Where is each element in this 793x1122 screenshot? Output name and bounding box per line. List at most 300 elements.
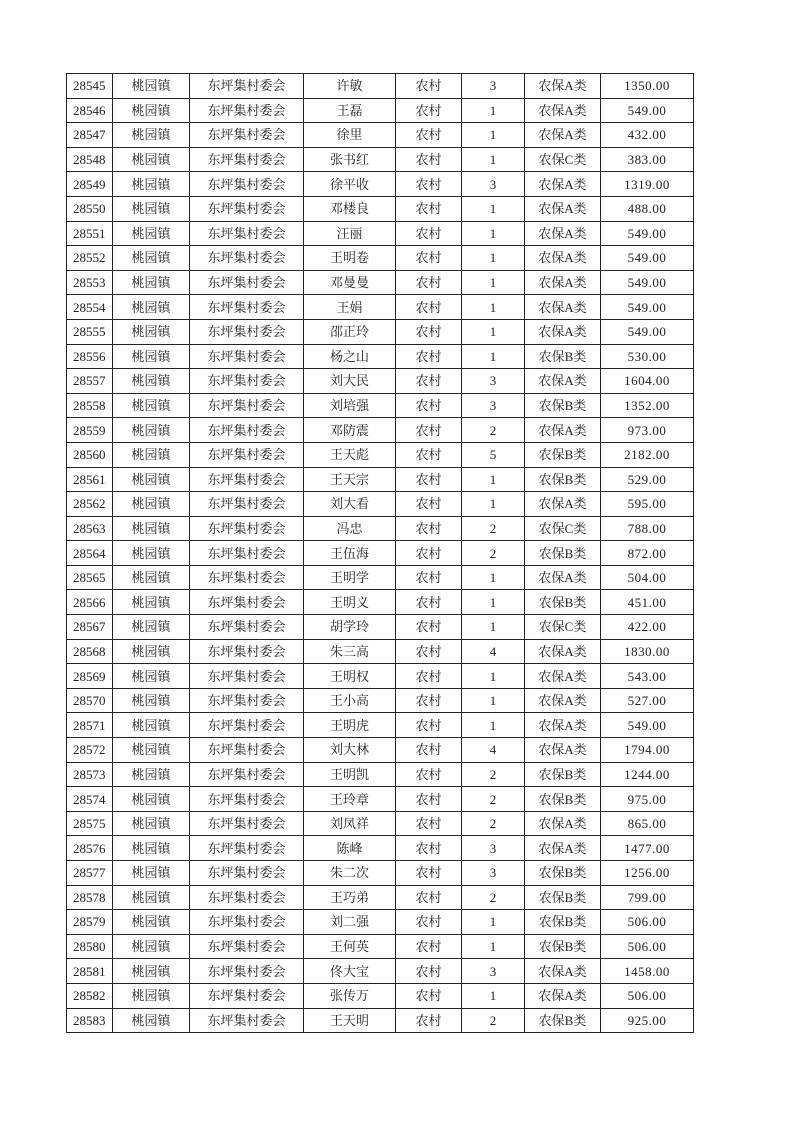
person-name-cell: 王小高 [304, 688, 396, 713]
town-cell: 桃园镇 [113, 344, 190, 369]
amount-cell: 504.00 [601, 565, 694, 590]
family-size-cell: 1 [462, 196, 525, 221]
table-row [67, 639, 694, 664]
town-cell: 桃园镇 [113, 910, 190, 935]
family-size-cell: 4 [462, 639, 525, 664]
village-committee-cell: 东坪集村委会 [190, 147, 304, 172]
amount-cell: 1604.00 [601, 369, 694, 394]
amount-cell: 1830.00 [601, 639, 694, 664]
town-cell: 桃园镇 [113, 319, 190, 344]
town-cell: 桃园镇 [113, 836, 190, 861]
table-row [67, 590, 694, 615]
town-cell: 桃园镇 [113, 123, 190, 148]
record-id-cell: 28560 [67, 442, 113, 467]
amount-cell: 549.00 [601, 713, 694, 738]
family-size-cell: 2 [462, 787, 525, 812]
household-type-cell: 农村 [396, 885, 462, 910]
record-id-cell: 28552 [67, 246, 113, 271]
record-id-cell: 28582 [67, 983, 113, 1008]
amount-cell: 975.00 [601, 787, 694, 812]
town-cell: 桃园镇 [113, 369, 190, 394]
family-size-cell: 2 [462, 541, 525, 566]
insurance-category-cell: 农保A类 [525, 246, 601, 271]
amount-cell: 549.00 [601, 221, 694, 246]
household-type-cell: 农村 [396, 369, 462, 394]
insurance-category-cell: 农保A类 [525, 738, 601, 763]
record-id-cell: 28551 [67, 221, 113, 246]
amount-cell: 973.00 [601, 418, 694, 443]
benefit-table [66, 73, 694, 1033]
village-committee-cell: 东坪集村委会 [190, 688, 304, 713]
family-size-cell: 3 [462, 959, 525, 984]
household-type-cell: 农村 [396, 664, 462, 689]
insurance-category-cell: 农保B类 [525, 590, 601, 615]
family-size-cell: 1 [462, 98, 525, 123]
person-name-cell: 刘大看 [304, 492, 396, 517]
record-id-cell: 28573 [67, 762, 113, 787]
table-row [67, 713, 694, 738]
amount-cell: 549.00 [601, 319, 694, 344]
record-id-cell: 28557 [67, 369, 113, 394]
record-id-cell: 28547 [67, 123, 113, 148]
town-cell: 桃园镇 [113, 959, 190, 984]
person-name-cell: 刘二强 [304, 910, 396, 935]
table-row [67, 762, 694, 787]
amount-cell: 1352.00 [601, 393, 694, 418]
table-row [67, 492, 694, 517]
table-row [67, 246, 694, 271]
person-name-cell: 张书红 [304, 147, 396, 172]
record-id-cell: 28583 [67, 1008, 113, 1033]
family-size-cell: 1 [462, 344, 525, 369]
village-committee-cell: 东坪集村委会 [190, 393, 304, 418]
table-row [67, 615, 694, 640]
town-cell: 桃园镇 [113, 74, 190, 99]
person-name-cell: 王伍海 [304, 541, 396, 566]
village-committee-cell: 东坪集村委会 [190, 74, 304, 99]
family-size-cell: 1 [462, 123, 525, 148]
village-committee-cell: 东坪集村委会 [190, 221, 304, 246]
town-cell: 桃园镇 [113, 861, 190, 886]
person-name-cell: 王明权 [304, 664, 396, 689]
town-cell: 桃园镇 [113, 1008, 190, 1033]
record-id-cell: 28549 [67, 172, 113, 197]
family-size-cell: 1 [462, 147, 525, 172]
amount-cell: 529.00 [601, 467, 694, 492]
person-name-cell: 王明凯 [304, 762, 396, 787]
amount-cell: 1319.00 [601, 172, 694, 197]
household-type-cell: 农村 [396, 861, 462, 886]
family-size-cell: 3 [462, 393, 525, 418]
record-id-cell: 28550 [67, 196, 113, 221]
record-id-cell: 28577 [67, 861, 113, 886]
household-type-cell: 农村 [396, 959, 462, 984]
town-cell: 桃园镇 [113, 393, 190, 418]
village-committee-cell: 东坪集村委会 [190, 516, 304, 541]
table-row [67, 688, 694, 713]
household-type-cell: 农村 [396, 738, 462, 763]
household-type-cell: 农村 [396, 196, 462, 221]
family-size-cell: 3 [462, 836, 525, 861]
village-committee-cell: 东坪集村委会 [190, 196, 304, 221]
insurance-category-cell: 农保A类 [525, 713, 601, 738]
family-size-cell: 1 [462, 934, 525, 959]
town-cell: 桃园镇 [113, 246, 190, 271]
household-type-cell: 农村 [396, 246, 462, 271]
record-id-cell: 28580 [67, 934, 113, 959]
record-id-cell: 28575 [67, 811, 113, 836]
amount-cell: 422.00 [601, 615, 694, 640]
household-type-cell: 农村 [396, 221, 462, 246]
record-id-cell: 28569 [67, 664, 113, 689]
village-committee-cell: 东坪集村委会 [190, 934, 304, 959]
amount-cell: 549.00 [601, 270, 694, 295]
insurance-category-cell: 农保B类 [525, 467, 601, 492]
record-id-cell: 28545 [67, 74, 113, 99]
record-id-cell: 28561 [67, 467, 113, 492]
record-id-cell: 28553 [67, 270, 113, 295]
household-type-cell: 农村 [396, 418, 462, 443]
record-id-cell: 28562 [67, 492, 113, 517]
village-committee-cell: 东坪集村委会 [190, 246, 304, 271]
insurance-category-cell: 农保A类 [525, 492, 601, 517]
table-row [67, 836, 694, 861]
village-committee-cell: 东坪集村委会 [190, 836, 304, 861]
household-type-cell: 农村 [396, 98, 462, 123]
table-row [67, 295, 694, 320]
household-type-cell: 农村 [396, 762, 462, 787]
household-type-cell: 农村 [396, 688, 462, 713]
household-type-cell: 农村 [396, 492, 462, 517]
insurance-category-cell: 农保B类 [525, 442, 601, 467]
person-name-cell: 杨之山 [304, 344, 396, 369]
insurance-category-cell: 农保A类 [525, 664, 601, 689]
insurance-category-cell: 农保A类 [525, 172, 601, 197]
insurance-category-cell: 农保A类 [525, 811, 601, 836]
amount-cell: 1794.00 [601, 738, 694, 763]
family-size-cell: 1 [462, 688, 525, 713]
household-type-cell: 农村 [396, 910, 462, 935]
insurance-category-cell: 农保B类 [525, 861, 601, 886]
town-cell: 桃园镇 [113, 713, 190, 738]
insurance-category-cell: 农保B类 [525, 344, 601, 369]
record-id-cell: 28581 [67, 959, 113, 984]
insurance-category-cell: 农保A类 [525, 959, 601, 984]
person-name-cell: 冯忠 [304, 516, 396, 541]
record-id-cell: 28555 [67, 319, 113, 344]
village-committee-cell: 东坪集村委会 [190, 615, 304, 640]
family-size-cell: 2 [462, 516, 525, 541]
person-name-cell: 刘大民 [304, 369, 396, 394]
insurance-category-cell: 农保B类 [525, 541, 601, 566]
insurance-category-cell: 农保A类 [525, 196, 601, 221]
record-id-cell: 28568 [67, 639, 113, 664]
town-cell: 桃园镇 [113, 221, 190, 246]
amount-cell: 1458.00 [601, 959, 694, 984]
record-id-cell: 28567 [67, 615, 113, 640]
amount-cell: 925.00 [601, 1008, 694, 1033]
household-type-cell: 农村 [396, 934, 462, 959]
table-row [67, 885, 694, 910]
village-committee-cell: 东坪集村委会 [190, 541, 304, 566]
town-cell: 桃园镇 [113, 492, 190, 517]
village-committee-cell: 东坪集村委会 [190, 811, 304, 836]
record-id-cell: 28571 [67, 713, 113, 738]
amount-cell: 1256.00 [601, 861, 694, 886]
insurance-category-cell: 农保B类 [525, 787, 601, 812]
person-name-cell: 王明义 [304, 590, 396, 615]
town-cell: 桃园镇 [113, 983, 190, 1008]
person-name-cell: 王明卷 [304, 246, 396, 271]
person-name-cell: 邵正玲 [304, 319, 396, 344]
town-cell: 桃园镇 [113, 787, 190, 812]
table-row [67, 196, 694, 221]
person-name-cell: 王明虎 [304, 713, 396, 738]
household-type-cell: 农村 [396, 344, 462, 369]
table-row [67, 787, 694, 812]
family-size-cell: 1 [462, 713, 525, 738]
insurance-category-cell: 农保A类 [525, 221, 601, 246]
insurance-category-cell: 农保B类 [525, 1008, 601, 1033]
record-id-cell: 28570 [67, 688, 113, 713]
amount-cell: 549.00 [601, 246, 694, 271]
amount-cell: 2182.00 [601, 442, 694, 467]
person-name-cell: 佟大宝 [304, 959, 396, 984]
person-name-cell: 朱三高 [304, 639, 396, 664]
amount-cell: 543.00 [601, 664, 694, 689]
table-row [67, 516, 694, 541]
household-type-cell: 农村 [396, 123, 462, 148]
table-row [67, 983, 694, 1008]
family-size-cell: 3 [462, 74, 525, 99]
person-name-cell: 王娟 [304, 295, 396, 320]
town-cell: 桃园镇 [113, 270, 190, 295]
amount-cell: 788.00 [601, 516, 694, 541]
village-committee-cell: 东坪集村委会 [190, 319, 304, 344]
person-name-cell: 王明学 [304, 565, 396, 590]
record-id-cell: 28576 [67, 836, 113, 861]
insurance-category-cell: 农保A类 [525, 565, 601, 590]
insurance-category-cell: 农保A类 [525, 639, 601, 664]
person-name-cell: 王何英 [304, 934, 396, 959]
record-id-cell: 28579 [67, 910, 113, 935]
person-name-cell: 王天宗 [304, 467, 396, 492]
town-cell: 桃园镇 [113, 565, 190, 590]
village-committee-cell: 东坪集村委会 [190, 861, 304, 886]
amount-cell: 383.00 [601, 147, 694, 172]
person-name-cell: 陈峰 [304, 836, 396, 861]
village-committee-cell: 东坪集村委会 [190, 959, 304, 984]
town-cell: 桃园镇 [113, 516, 190, 541]
town-cell: 桃园镇 [113, 688, 190, 713]
insurance-category-cell: 农保A类 [525, 836, 601, 861]
person-name-cell: 王玲章 [304, 787, 396, 812]
insurance-category-cell: 农保A类 [525, 319, 601, 344]
household-type-cell: 农村 [396, 615, 462, 640]
town-cell: 桃园镇 [113, 467, 190, 492]
amount-cell: 865.00 [601, 811, 694, 836]
person-name-cell: 刘大林 [304, 738, 396, 763]
amount-cell: 799.00 [601, 885, 694, 910]
table-row [67, 74, 694, 99]
table-row [67, 442, 694, 467]
family-size-cell: 2 [462, 418, 525, 443]
table-row [67, 270, 694, 295]
town-cell: 桃园镇 [113, 590, 190, 615]
village-committee-cell: 东坪集村委会 [190, 123, 304, 148]
table-row [67, 344, 694, 369]
insurance-category-cell: 农保B类 [525, 910, 601, 935]
family-size-cell: 1 [462, 492, 525, 517]
insurance-category-cell: 农保A类 [525, 98, 601, 123]
household-type-cell: 农村 [396, 172, 462, 197]
insurance-category-cell: 农保B类 [525, 885, 601, 910]
record-id-cell: 28565 [67, 565, 113, 590]
table-row [67, 172, 694, 197]
village-committee-cell: 东坪集村委会 [190, 344, 304, 369]
person-name-cell: 刘培强 [304, 393, 396, 418]
person-name-cell: 刘凤祥 [304, 811, 396, 836]
family-size-cell: 4 [462, 738, 525, 763]
household-type-cell: 农村 [396, 1008, 462, 1033]
village-committee-cell: 东坪集村委会 [190, 762, 304, 787]
town-cell: 桃园镇 [113, 738, 190, 763]
table-row [67, 369, 694, 394]
village-committee-cell: 东坪集村委会 [190, 565, 304, 590]
insurance-category-cell: 农保A类 [525, 688, 601, 713]
family-size-cell: 1 [462, 565, 525, 590]
village-committee-cell: 东坪集村委会 [190, 885, 304, 910]
household-type-cell: 农村 [396, 467, 462, 492]
village-committee-cell: 东坪集村委会 [190, 983, 304, 1008]
amount-cell: 1350.00 [601, 74, 694, 99]
person-name-cell: 王天彪 [304, 442, 396, 467]
town-cell: 桃园镇 [113, 811, 190, 836]
town-cell: 桃园镇 [113, 762, 190, 787]
household-type-cell: 农村 [396, 811, 462, 836]
amount-cell: 506.00 [601, 934, 694, 959]
table-row [67, 418, 694, 443]
person-name-cell: 张传万 [304, 983, 396, 1008]
family-size-cell: 1 [462, 910, 525, 935]
village-committee-cell: 东坪集村委会 [190, 442, 304, 467]
table-row [67, 98, 694, 123]
table-row [67, 319, 694, 344]
town-cell: 桃园镇 [113, 639, 190, 664]
insurance-category-cell: 农保B类 [525, 934, 601, 959]
amount-cell: 872.00 [601, 541, 694, 566]
family-size-cell: 2 [462, 1008, 525, 1033]
amount-cell: 506.00 [601, 983, 694, 1008]
table-row [67, 934, 694, 959]
person-name-cell: 胡学玲 [304, 615, 396, 640]
amount-cell: 527.00 [601, 688, 694, 713]
town-cell: 桃园镇 [113, 541, 190, 566]
village-committee-cell: 东坪集村委会 [190, 787, 304, 812]
person-name-cell: 王天明 [304, 1008, 396, 1033]
village-committee-cell: 东坪集村委会 [190, 418, 304, 443]
village-committee-cell: 东坪集村委会 [190, 664, 304, 689]
person-name-cell: 朱二次 [304, 861, 396, 886]
person-name-cell: 王巧弟 [304, 885, 396, 910]
record-id-cell: 28558 [67, 393, 113, 418]
town-cell: 桃园镇 [113, 934, 190, 959]
table-body [67, 74, 694, 1033]
record-id-cell: 28559 [67, 418, 113, 443]
village-committee-cell: 东坪集村委会 [190, 590, 304, 615]
insurance-category-cell: 农保B类 [525, 762, 601, 787]
village-committee-cell: 东坪集村委会 [190, 492, 304, 517]
village-committee-cell: 东坪集村委会 [190, 369, 304, 394]
insurance-category-cell: 农保A类 [525, 270, 601, 295]
family-size-cell: 1 [462, 590, 525, 615]
household-type-cell: 农村 [396, 590, 462, 615]
family-size-cell: 3 [462, 861, 525, 886]
table-row [67, 861, 694, 886]
record-id-cell: 28563 [67, 516, 113, 541]
family-size-cell: 1 [462, 319, 525, 344]
table-row [67, 959, 694, 984]
amount-cell: 432.00 [601, 123, 694, 148]
person-name-cell: 汪丽 [304, 221, 396, 246]
amount-cell: 549.00 [601, 98, 694, 123]
record-id-cell: 28554 [67, 295, 113, 320]
household-type-cell: 农村 [396, 787, 462, 812]
insurance-category-cell: 农保C类 [525, 516, 601, 541]
insurance-category-cell: 农保B类 [525, 393, 601, 418]
household-type-cell: 农村 [396, 541, 462, 566]
record-id-cell: 28564 [67, 541, 113, 566]
family-size-cell: 1 [462, 664, 525, 689]
village-committee-cell: 东坪集村委会 [190, 713, 304, 738]
town-cell: 桃园镇 [113, 196, 190, 221]
family-size-cell: 1 [462, 615, 525, 640]
town-cell: 桃园镇 [113, 885, 190, 910]
village-committee-cell: 东坪集村委会 [190, 1008, 304, 1033]
family-size-cell: 3 [462, 369, 525, 394]
household-type-cell: 农村 [396, 442, 462, 467]
town-cell: 桃园镇 [113, 98, 190, 123]
family-size-cell: 2 [462, 811, 525, 836]
insurance-category-cell: 农保A类 [525, 74, 601, 99]
person-name-cell: 王磊 [304, 98, 396, 123]
amount-cell: 488.00 [601, 196, 694, 221]
amount-cell: 506.00 [601, 910, 694, 935]
amount-cell: 1477.00 [601, 836, 694, 861]
amount-cell: 1244.00 [601, 762, 694, 787]
village-committee-cell: 东坪集村委会 [190, 270, 304, 295]
family-size-cell: 2 [462, 762, 525, 787]
table-row [67, 565, 694, 590]
town-cell: 桃园镇 [113, 295, 190, 320]
family-size-cell: 1 [462, 270, 525, 295]
table-row [67, 541, 694, 566]
insurance-category-cell: 农保C类 [525, 615, 601, 640]
table-row [67, 811, 694, 836]
family-size-cell: 1 [462, 467, 525, 492]
table-row [67, 123, 694, 148]
insurance-category-cell: 农保C类 [525, 147, 601, 172]
insurance-category-cell: 农保A类 [525, 983, 601, 1008]
family-size-cell: 1 [462, 295, 525, 320]
record-id-cell: 28566 [67, 590, 113, 615]
household-type-cell: 农村 [396, 295, 462, 320]
household-type-cell: 农村 [396, 983, 462, 1008]
village-committee-cell: 东坪集村委会 [190, 172, 304, 197]
person-name-cell: 邓防震 [304, 418, 396, 443]
record-id-cell: 28574 [67, 787, 113, 812]
household-type-cell: 农村 [396, 516, 462, 541]
